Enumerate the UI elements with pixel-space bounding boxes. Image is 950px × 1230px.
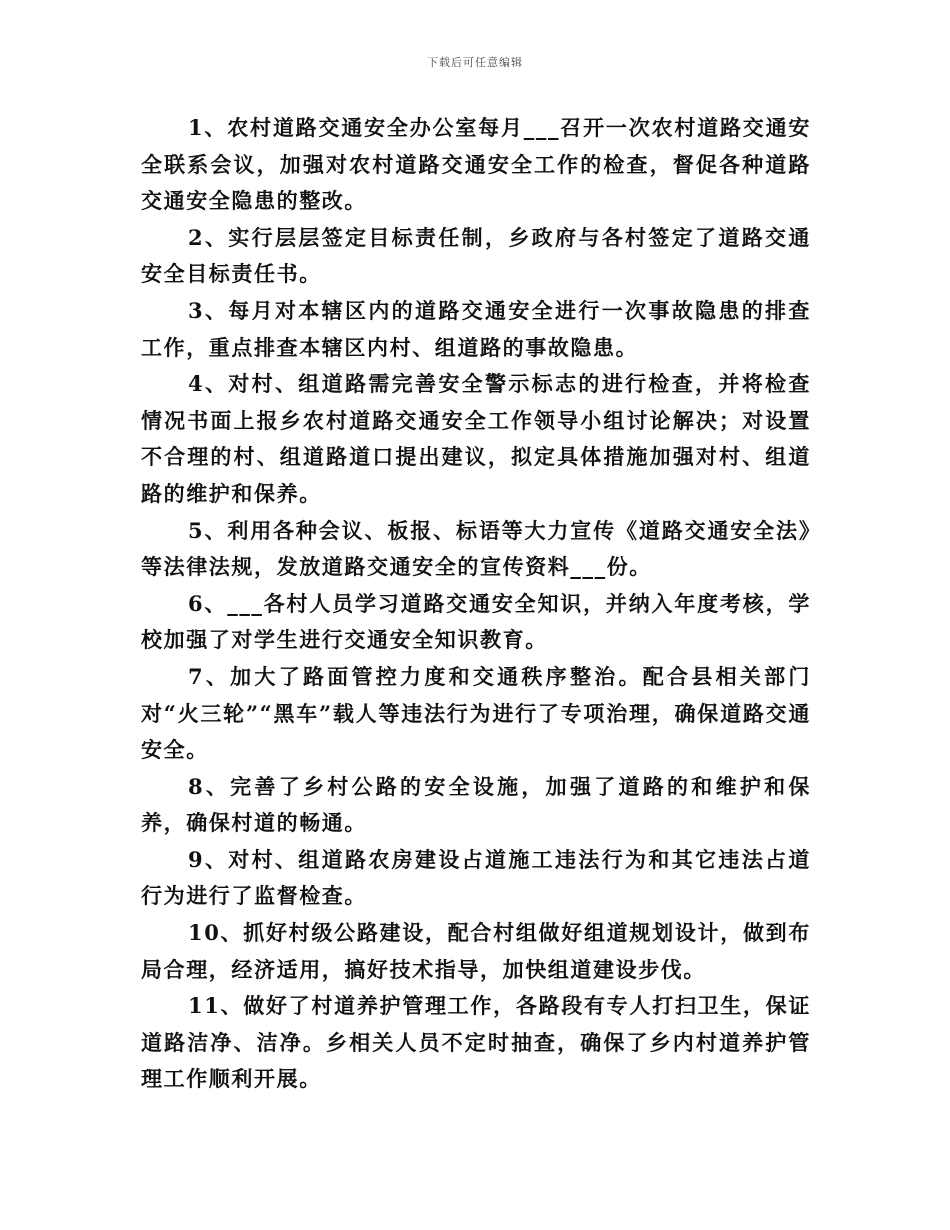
paragraph-6: 6、___各村人员学习道路交通安全知识，并纳入年度考核，学校加强了对学生进行交通安全知识教育。: [141, 590, 811, 653]
paragraph-8: 8、完善了乡村公路的安全设施，加强了道路的和维护和保养，确保村道的畅通。: [141, 773, 811, 836]
paragraph-1: 1、农村道路交通安全办公室每月___召开一次农村道路交通安全联系会议，加强对农村道路交通安全工作的检查，督促各种道路交通安全隐患的整改。: [141, 115, 811, 214]
paragraph-10: 10、抓好村级公路建设，配合村组做好组道规划设计，做到布局合理，经济适用，搞好技术指导，加快组道建设步伐。: [141, 920, 811, 982]
paragraph-11: 11、做好了村道养护管理工作，各路段有专人打扫卫生，保证道路洁净、洁净。乡相关人员不定时抽查，确保了乡内村道养护管理工作顺利开展。: [141, 993, 811, 1092]
paragraph-2: 2、实行层层签定目标责任制，乡政府与各村签定了道路交通安全目标责任书。: [141, 224, 811, 287]
paragraph-9: 9、对村、组道路农房建设占道施工违法行为和其它违法占道行为进行了监督检查。: [141, 846, 811, 909]
header-note: 下载后可任意编辑: [427, 56, 523, 69]
document-body: [141, 110, 811, 1098]
paragraph-3: 3、每月对本辖区内的道路交通安全进行一次事故隐患的排查工作，重点排查本辖区内村、组道路的事故隐患。: [141, 297, 811, 360]
paragraph-5: 5、利用各种会议、板报、标语等大力宣传《道路交通安全法》等法律法规，发放道路交通安全的宣传资料___份。: [141, 517, 811, 580]
paragraph-4: 4、对村、组道路需完善安全警示标志的进行检查，并将检查情况书面上报乡农村道路交通安全工作领导小组讨论解决；对设置不合理的村、组道路道口提出建议，拟定具体措施加强对村、组道路的维护和保养。: [141, 371, 811, 506]
paragraph-7: 7、加大了路面管控力度和交通秩序整治。配合县相关部门对“火三轮”“黑车”载人等违法行为进行了专项治理，确保道路交通安全。: [141, 663, 811, 763]
